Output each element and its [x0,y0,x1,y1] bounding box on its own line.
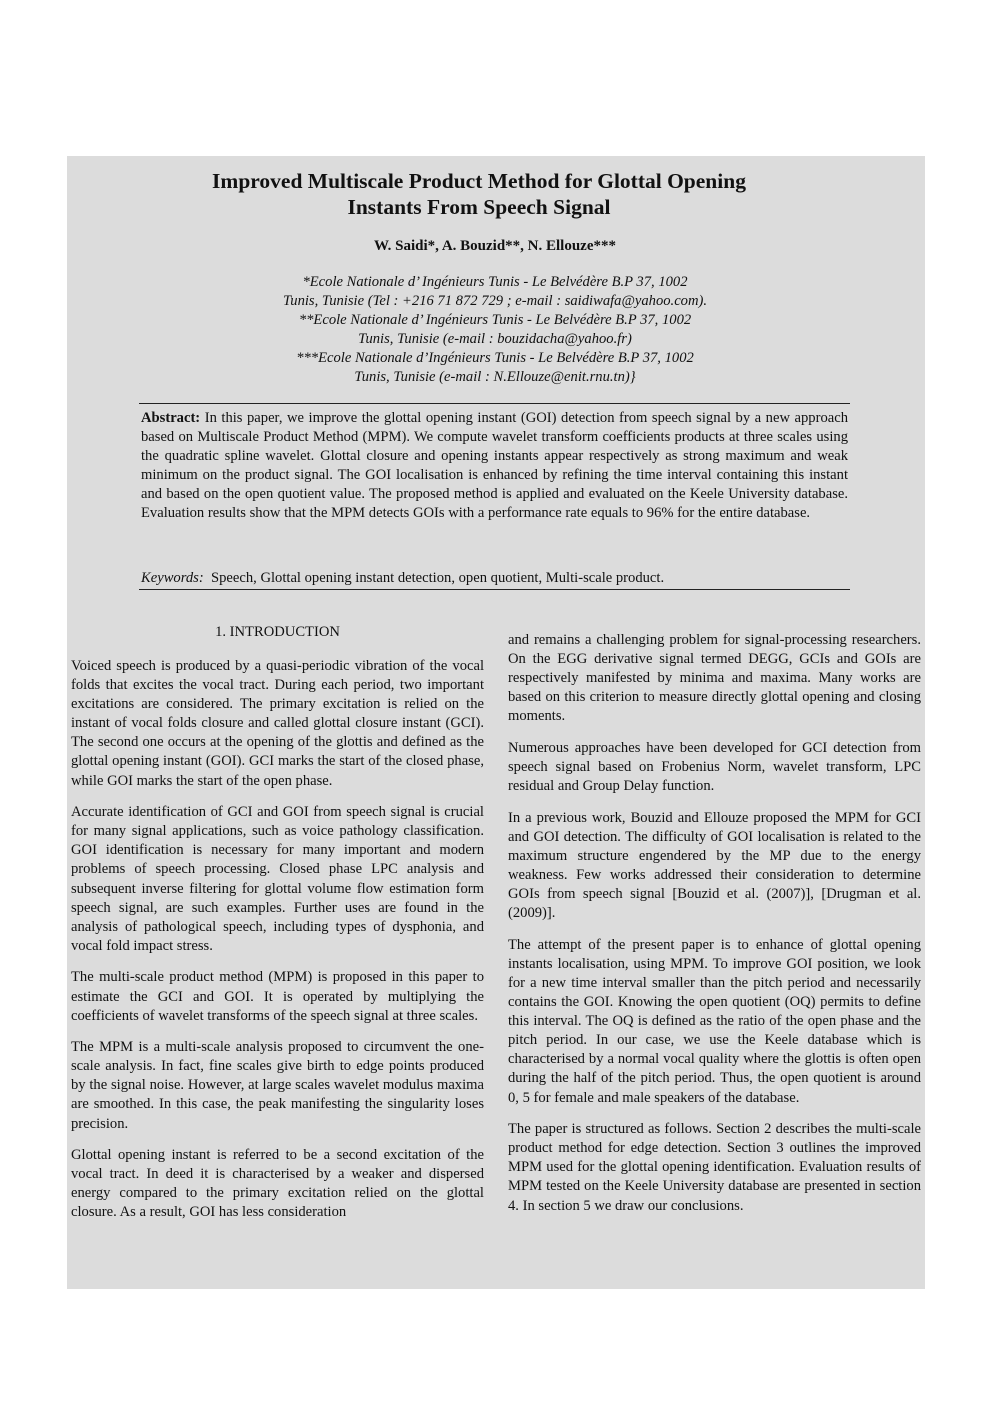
affiliation-line: **Ecole Nationale d’ Ingénieurs Tunis - Le Belvédère B.P 37, 1002 [298,312,692,328]
abstract [141,409,848,524]
keywords [141,569,848,588]
title-line-2: Instants From Speech Signal [347,195,611,219]
paragraph: In a previous work, Bouzid and Ellouze proposed the MPM for GCI and GOI detection. The difficulty of GOI localisation is related to the maximum structure engendered by the MP due to the energy weakness. Few works addressed their consideration to determine GOIs from speech signal [Bouzid et al. (2007)], [Drugman et al. (2009)]. [508,809,921,922]
title-line-1: Improved Multiscale Product Method for Glottal Opening [212,169,746,193]
paragraph: The MPM is a multi-scale analysis proposed to circumvent the one-scale analysis. In fact, fine scales give birth to edge points produced by the signal noise. However, at large scales wavelet modulus maxima are smoothed. In this case, the peak manifesting the singularity loses precision. [71,1039,484,1132]
section-heading-introduction: 1. INTRODUCTION [215,624,340,640]
paragraph: Accurate identification of GCI and GOI from speech signal is crucial for many signal applications, such as voice pathology classification. GOI identification is necessary for many important and modern problems of speech processing. Closed phase LPC analysis and subsequent inverse filtering for glottal volume flow estimation form speech signal, are such examples. Further uses are found in the analysis of pathological speech, including types of dysphonia, and vocal fold impact stress. [71,804,484,954]
keywords-label: Keywords: [141,570,204,586]
affiliation-line: Tunis, Tunisie (e-mail : N.Ellouze@enit.rnu.tn)} [354,369,636,385]
paragraph: and remains a challenging problem for signal-processing researchers. On the EGG derivative signal termed DEGG, GCIs and GOIs are respectively manifested by minima and maxima. Many works are based on this criterion to measure directly glottal opening and closing moments. [508,632,921,725]
abstract-text: In this paper, we improve the glottal opening instant (GOI) detection from speech signal by a new approach based on Multiscale Product Method (MPM). We compute wavelet transform coefficients products at three scales using the quadratic spline wavelet. Glottal closure and opening instants appear respectively as strong maximum and weak minimum on the product signal. The GOI localisation is enhanced by refining the time interval containing this instant and based on the open quotient value. The proposed method is applied and evaluated on the Keele University database. Evaluation results show that the MPM detects GOIs with a performance rate equals to 96% for the entire database. [141,410,848,522]
paper-title [0,168,958,220]
affiliations [0,273,990,387]
affiliation-line: Tunis, Tunisie (Tel : +216 71 872 729 ; e-mail : saidiwafa@yahoo.com). [282,293,708,309]
affiliation-line: *Ecole Nationale d’ Ingénieurs Tunis - Le Belvédère B.P 37, 1002 [302,274,688,290]
abstract-top-rule [139,403,850,404]
paragraph: The multi-scale product method (MPM) is proposed in this paper to estimate the GCI and GOI. It is operated by multiplying the coefficients of wavelet transforms of the speech signal at three scales. [71,969,484,1024]
author-list: W. Saidi*, A. Bouzid**, N. Ellouze*** [374,238,616,254]
affiliation-line: Tunis, Tunisie (e-mail : bouzidacha@yahoo.fr) [358,331,632,347]
paragraph: Glottal opening instant is referred to be a second excitation of the vocal tract. In deed it is characterised by a weaker and dispersed energy compared to the primary excitation relied on the glottal closure. As a result, GOI has less consideration [71,1147,484,1221]
paragraph: Voiced speech is produced by a quasi-periodic vibration of the vocal folds that excites the vocal tract. During each period, two important excitations are considered. The primary excitation is relied on the instant of vocal folds closure and called glottal closure instant (GCI). The second one occurs at the opening of the glottis and defined as the glottal opening instant (GOI). GCI marks the start of the closed phase, while GOI marks the start of the open phase. [71,658,484,789]
abstract-label: Abstract: [141,410,201,426]
abstract-bottom-rule [139,589,850,590]
paragraph: The paper is structured as follows. Section 2 describes the multi-scale product method for edge detection. Section 3 outlines the improved MPM used for the glottal opening identification. Evaluation results of MPM tested on the Keele University database are presented in section 4. In section 5 we draw our conclusions. [508,1121,921,1214]
keywords-text: Speech, Glottal opening instant detection, open quotient, Multi-scale product. [211,570,665,586]
right-column [508,631,921,1228]
paragraph: Numerous approaches have been developed for GCI detection from speech signal based on Frobenius Norm, wavelet transform, LPC residual and Group Delay function. [508,739,921,795]
paragraph: The attempt of the present paper is to enhance of glottal opening instants localisation, using MPM. To improve GOI position, we look for a new time interval smaller than the pitch period and necessarily contains the GOI. Knowing the open quotient (OQ) permits to define this interval. The OQ is defined as the ratio of the open phase and the pitch period. In our case, we use the Keele database which is characterised by a normal vocal quality where the glottis is often open during the half of the pitch period. Thus, the open quotient is around 0, 5 for female and male speakers of the database. [508,936,921,1106]
affiliation-line: ***Ecole Nationale d’Ingénieurs Tunis - Le Belvédère B.P 37, 1002 [296,350,694,366]
left-column [71,657,484,1235]
